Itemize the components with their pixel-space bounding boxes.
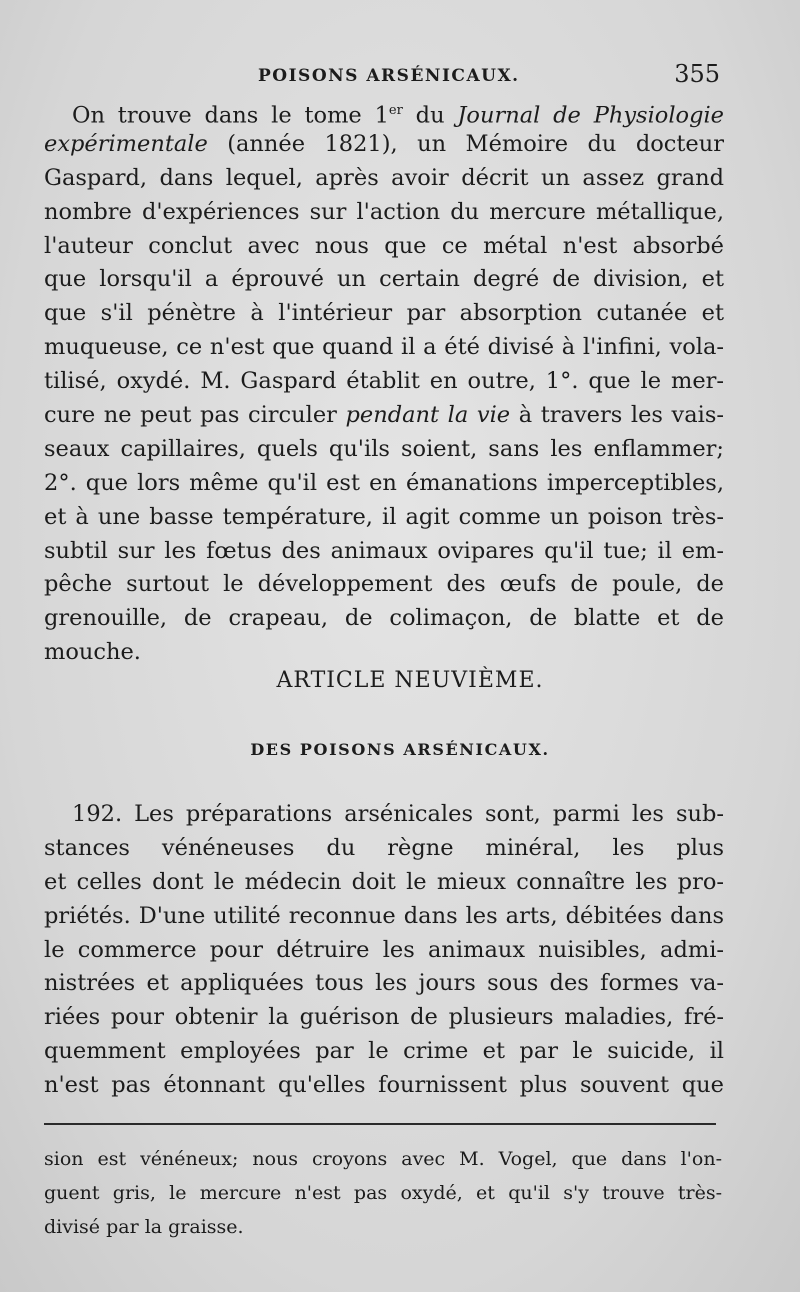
text-line: 192. Les préparations arsénicales sont, parmi les sub- xyxy=(72,801,724,827)
footnote-line: guent gris, le mercure n'est pas oxydé, et qu'il s'y trouve très- xyxy=(44,1182,722,1204)
footnote xyxy=(44,1142,722,1244)
paragraph-arsenic xyxy=(44,798,724,1103)
text-line: que lorsqu'il a éprouvé un certain degré de division, et xyxy=(44,266,724,293)
text-line: nombre d'expériences sur l'action du mercure métallique, xyxy=(44,198,724,225)
text-line: On trouve dans le tome 1er du Journal de Physiologie xyxy=(72,102,724,128)
text-line: Gaspard, dans lequel, après avoir décrit un assez grand xyxy=(44,164,724,191)
text-line: priétés. D'une utilité reconnue dans les arts, débitées dans xyxy=(44,902,724,929)
text-line: riées pour obtenir la guérison de plusieurs maladies, fré- xyxy=(44,1004,724,1031)
text-line: expérimentale (année 1821), un Mémoire du docteur xyxy=(44,130,724,157)
text-line: subtil sur les fœtus des animaux ovipares qu'il tue; il em- xyxy=(44,537,724,564)
text-line: le commerce pour détruire les animaux nuisibles, admi- xyxy=(44,936,724,963)
text-line: grenouille, de crapeau, de colimaçon, de blatte et de xyxy=(44,605,724,632)
text-line: que s'il pénètre à l'intérieur par absorption cutanée et xyxy=(44,300,724,327)
text-line: et celles dont le médecin doit le mieux connaître les pro- xyxy=(44,868,724,895)
text-line: cure ne peut pas circuler pendant la vie à travers les vais- xyxy=(44,402,724,429)
running-head xyxy=(0,60,800,90)
text-line: nistrées et appliquées tous les jours sous des formes va- xyxy=(44,970,724,997)
text-line: tilisé, oxydé. M. Gaspard établit en outre, 1°. que le mer- xyxy=(44,368,724,395)
footnote-divider xyxy=(44,1123,716,1125)
paragraph-mercury xyxy=(44,94,724,670)
section-title: DES POISONS ARSÉNICAUX. xyxy=(250,740,550,759)
text-line: pêche surtout le développement des œufs de poule, de xyxy=(44,571,724,598)
page-number: 355 xyxy=(674,60,720,88)
article-title: ARTICLE NEUVIÈME. xyxy=(276,668,544,693)
text-line: et à une basse température, il agit comme un poison très- xyxy=(44,503,724,530)
text-line: stances vénéneuses du règne minéral, les plus xyxy=(44,834,724,861)
text-line: quemment employées par le crime et par le suicide, il xyxy=(44,1038,724,1065)
text-line: n'est pas étonnant qu'elles fournissent plus souvent que xyxy=(44,1072,724,1099)
text-line: mouche. xyxy=(44,639,141,666)
footnote-line: divisé par la graisse. xyxy=(44,1216,244,1238)
footnote-line: sion est vénéneux; nous croyons avec M. Vogel, que dans l'on- xyxy=(44,1148,722,1170)
text-line: l'auteur conclut avec nous que ce métal n'est absorbé xyxy=(44,232,724,259)
text-line: 2°. que lors même qu'il est en émanations imperceptibles, xyxy=(44,469,724,496)
text-line: seaux capillaires, quels qu'ils soient, sans les enflammer; xyxy=(44,435,724,462)
text-line: muqueuse, ce n'est que quand il a été divisé à l'infini, vola- xyxy=(44,334,724,361)
running-title: POISONS ARSÉNICAUX. xyxy=(258,66,520,86)
